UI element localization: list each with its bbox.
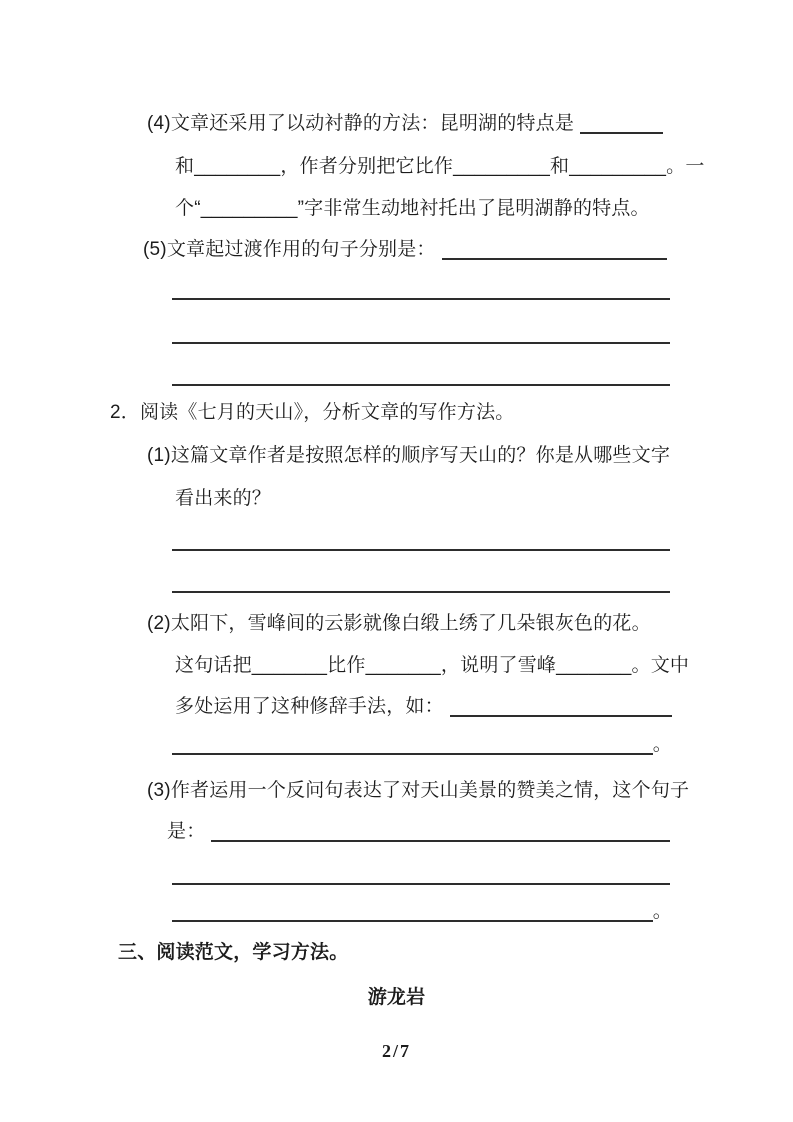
question-2-sub3-line-1: (3)作者运用一个反问句表达了对天山美景的赞美之情，这个句子 (147, 780, 690, 801)
answer-blank-line (172, 384, 670, 386)
page-number: 2/7 (381, 1041, 411, 1061)
answer-blank-line (172, 591, 670, 593)
question-2-sub1-line-1: (1)这篇文章作者是按照怎样的顺序写天山的？你是从哪些文字 (147, 445, 671, 466)
answer-blank-underline (172, 733, 653, 755)
trailing-period: 。 (652, 734, 672, 755)
answer-blank-line (172, 298, 670, 300)
answer-blank-line-with-period (172, 900, 672, 924)
answer-blank-line (172, 883, 670, 885)
question-5-line-1 (143, 238, 667, 262)
question-4-line-3: 个“_________”字非常生动地衬托出了昆明湖静的特点。 (175, 198, 650, 219)
passage-title: 游龙岩 (367, 987, 426, 1008)
question-2-sub3-line-2 (167, 820, 670, 844)
question-4-line-2: 和________，作者分别把它比作_________和_________。一 (175, 156, 705, 177)
question-2-sub2-line-1: (2)太阳下，雪峰间的云影就像白缎上绣了几朵银灰色的花。 (147, 613, 651, 634)
trailing-period: 。 (652, 901, 672, 922)
question-2-title: 2．阅读《七月的天山》，分析文章的写作方法。 (110, 402, 515, 423)
question-4-line-1 (147, 112, 663, 136)
inline-blank-underline (580, 112, 663, 134)
question-2-sub2-line-3 (175, 695, 672, 719)
question-2-sub3-line-2-text: 是： (167, 821, 206, 842)
answer-blank-line (172, 549, 670, 551)
inline-blank-underline (211, 820, 670, 842)
answer-blank-line (172, 342, 670, 344)
inline-blank-underline (442, 238, 667, 260)
question-2-sub2-line-2: 这句话把_______比作_______，说明了雪峰_______。文中 (175, 655, 690, 676)
question-5-text: (5)文章起过渡作用的句子分别是： (143, 239, 436, 260)
question-4-text: (4)文章还采用了以动衬静的方法：昆明湖的特点是 (147, 113, 575, 134)
inline-blank-underline (450, 695, 672, 717)
answer-blank-underline (172, 900, 653, 922)
answer-blank-line-with-period (172, 733, 672, 757)
section-3-heading: 三、阅读范文，学习方法。 (118, 942, 349, 963)
question-2-sub1-line-2: 看出来的？ (175, 488, 272, 509)
question-2-sub2-line-3-text: 多处运用了这种修辞手法，如： (175, 696, 444, 717)
